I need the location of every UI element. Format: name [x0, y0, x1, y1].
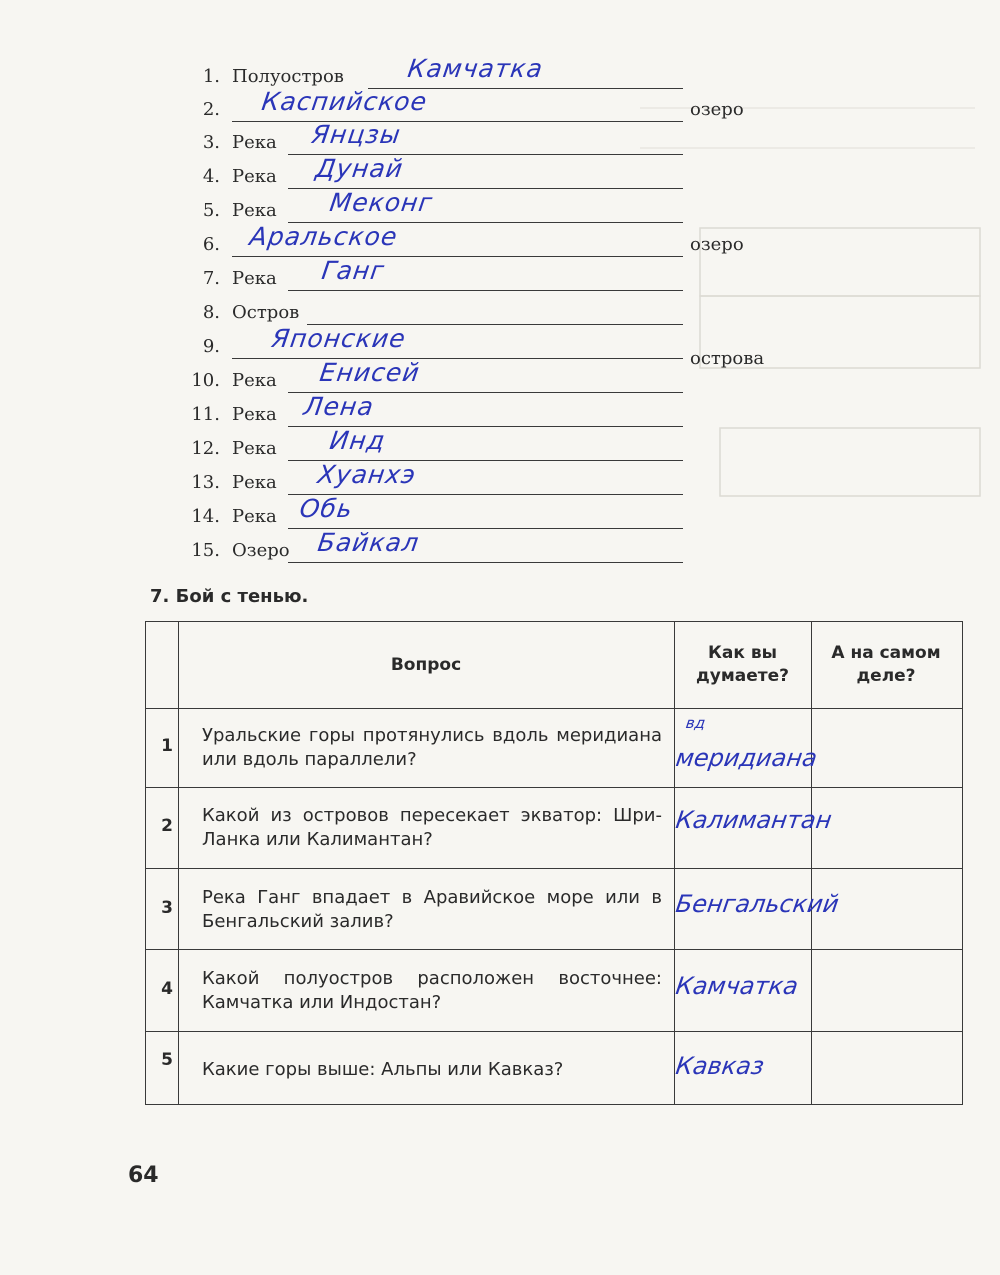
list-item — [0, 494, 1000, 532]
handwritten-answer: Аральское — [247, 222, 400, 251]
question-text: Река Ганг впадает в Аравийское море или в Бенгальский залив? — [202, 887, 662, 932]
item-suffix: острова — [690, 348, 765, 369]
list-item — [0, 392, 1000, 430]
handwritten-answer: Каспийское — [259, 87, 430, 116]
row-number: 5 — [161, 1050, 173, 1070]
handwritten-answer: Обь — [297, 494, 355, 523]
handwritten-answer: Дунай — [313, 154, 406, 183]
page-number: 64 — [128, 1163, 159, 1188]
item-number: 9. — [202, 336, 220, 357]
shadow-fight-table — [145, 621, 963, 1105]
item-number: 12. — [191, 438, 220, 459]
list-item — [0, 528, 1000, 566]
list-item — [0, 54, 1000, 92]
handwritten-answer: Меконг — [327, 188, 435, 217]
item-number: 6. — [202, 234, 220, 255]
table-divider — [146, 949, 962, 950]
handwritten-answer: Янцзы — [309, 120, 403, 149]
answer-line — [232, 358, 683, 359]
row-number: 3 — [161, 898, 173, 918]
item-number: 11. — [191, 404, 220, 425]
question-text: Какой полуостров расположен восточнее: Камчатка или Индостан? — [202, 968, 662, 1013]
item-suffix: озеро — [690, 99, 744, 120]
item-label: Река — [232, 200, 277, 221]
handwritten-answer: Камчатка — [674, 972, 800, 1000]
row-number: 4 — [161, 979, 173, 999]
table-divider — [146, 787, 962, 788]
handwritten-answer: Кавказ — [674, 1052, 766, 1080]
item-label: Река — [232, 166, 277, 187]
table-divider — [146, 868, 962, 869]
handwritten-answer: Байкал — [315, 528, 422, 557]
question-text: Какой из островов пересекает экватор: Шри-Ланка или Калимантан? — [202, 805, 662, 850]
item-number: 4. — [202, 166, 220, 187]
handwritten-answer: Енисей — [317, 358, 422, 387]
list-item — [0, 87, 1000, 125]
table-divider — [146, 708, 962, 709]
item-label: Река — [232, 404, 277, 425]
item-label: Река — [232, 438, 277, 459]
section-title: 7. Бой с тенью. — [150, 586, 309, 607]
item-label: Река — [232, 370, 277, 391]
handwritten-answer: Инд — [327, 426, 388, 455]
list-item — [0, 460, 1000, 498]
item-number: 15. — [191, 540, 220, 561]
item-number: 5. — [202, 200, 220, 221]
header-question: Вопрос — [390, 654, 462, 675]
answer-line — [288, 562, 683, 563]
list-item — [0, 120, 1000, 158]
table-divider — [146, 1031, 962, 1032]
row-number: 1 — [161, 736, 173, 756]
list-item — [0, 188, 1000, 226]
list-item — [0, 296, 1000, 328]
handwritten-answer: Калимантан — [674, 806, 834, 834]
list-item — [0, 222, 1000, 260]
item-number: 2. — [202, 99, 220, 120]
answer-list — [0, 0, 1000, 600]
list-item — [0, 154, 1000, 192]
item-label: Река — [232, 132, 277, 153]
answer-line — [232, 121, 683, 122]
handwritten-answer: Японские — [269, 324, 408, 353]
header-actual: А на самом деле? — [831, 643, 941, 686]
handwritten-answer: меридиана — [674, 744, 819, 772]
list-item — [0, 426, 1000, 464]
item-number: 1. — [202, 66, 220, 87]
handwritten-note: вд — [684, 714, 707, 732]
item-label: Река — [232, 268, 277, 289]
item-number: 14. — [191, 506, 220, 527]
handwritten-answer: Камчатка — [405, 54, 546, 83]
item-label: Полуостров — [232, 66, 344, 87]
row-number: 2 — [161, 816, 173, 836]
answer-line — [288, 290, 683, 291]
item-label: Река — [232, 472, 277, 493]
item-label: Река — [232, 506, 277, 527]
handwritten-answer: Ганг — [319, 256, 387, 285]
item-number: 3. — [202, 132, 220, 153]
item-number: 8. — [202, 302, 220, 323]
item-label: Озеро — [232, 540, 290, 561]
answer-line — [232, 256, 683, 257]
handwritten-answer: Хуанхэ — [315, 460, 419, 489]
question-text: Уральские горы протянулись вдоль меридиана или вдоль параллели? — [202, 725, 662, 770]
list-item — [0, 256, 1000, 294]
item-number: 10. — [191, 370, 220, 391]
item-number: 13. — [191, 472, 220, 493]
list-item — [0, 324, 1000, 369]
item-number: 7. — [202, 268, 220, 289]
header-think: Как вы думаете? — [696, 643, 789, 686]
question-text: Какие горы выше: Альпы или Кавказ? — [202, 1059, 564, 1080]
item-label: Остров — [232, 302, 300, 323]
handwritten-answer: Лена — [301, 392, 376, 421]
item-suffix: озеро — [690, 234, 744, 255]
handwritten-answer: Бенгальский — [674, 890, 841, 918]
